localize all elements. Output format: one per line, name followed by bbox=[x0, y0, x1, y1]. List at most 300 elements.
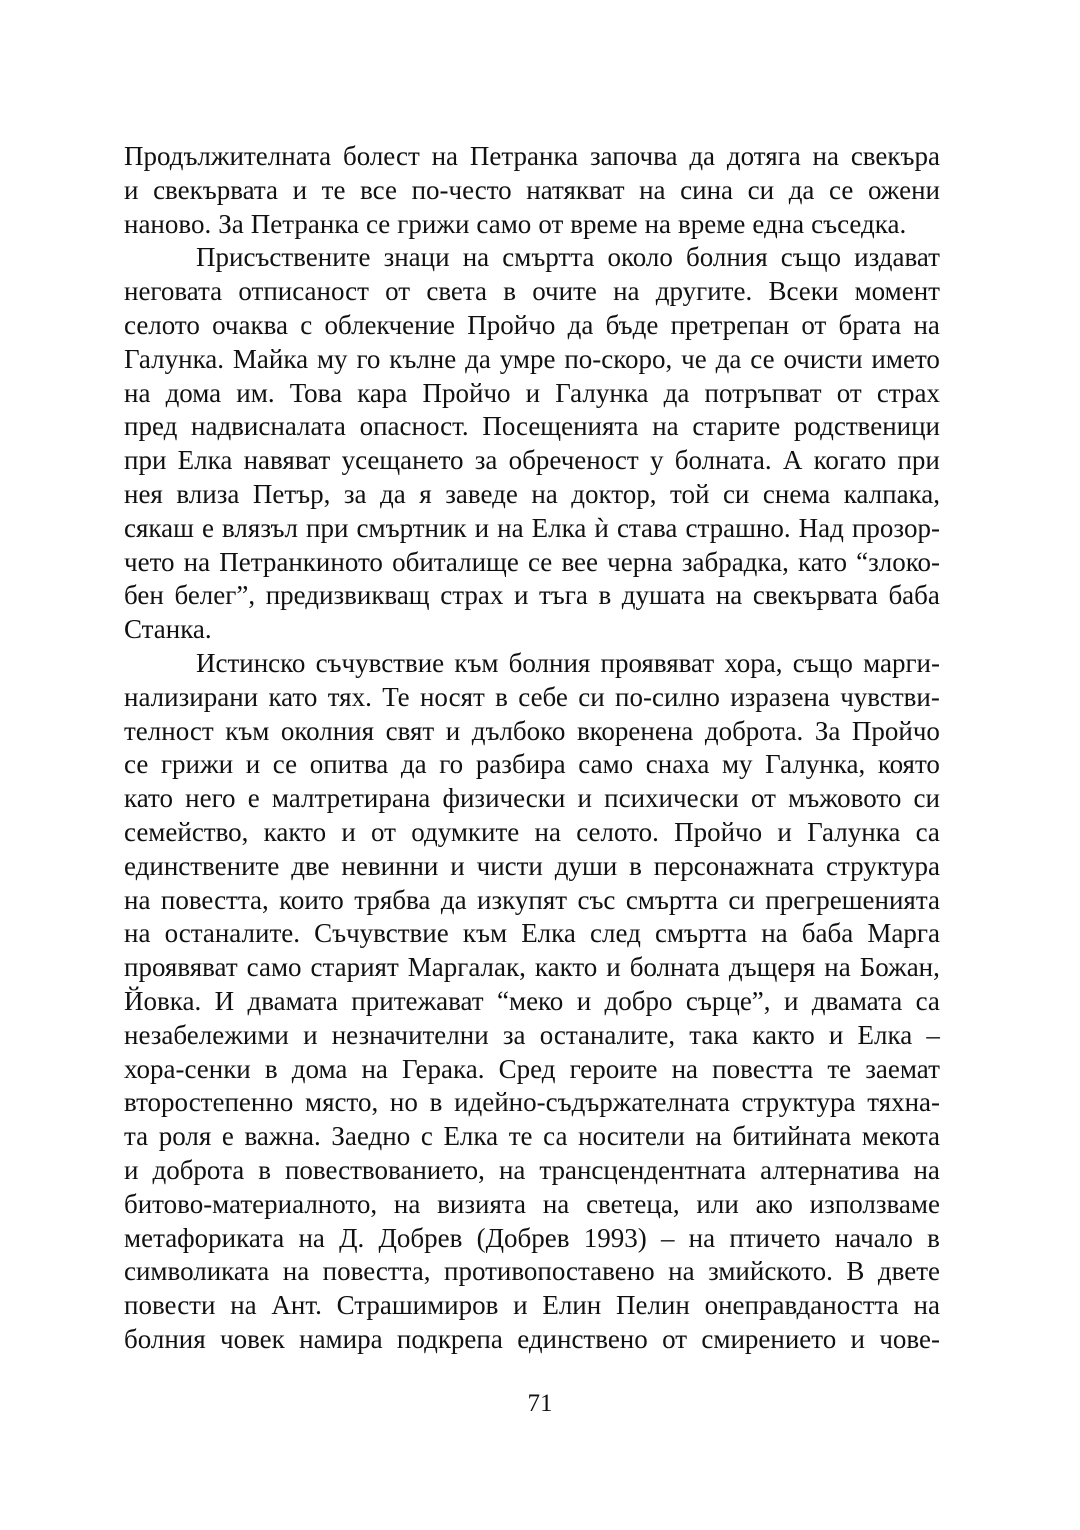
word: битийната bbox=[732, 1121, 852, 1152]
word: заемат bbox=[865, 1053, 940, 1084]
word: ако bbox=[755, 1188, 793, 1219]
word: но bbox=[389, 1087, 418, 1118]
word: и bbox=[606, 952, 621, 983]
word: на bbox=[431, 141, 459, 171]
word: двамата bbox=[247, 985, 338, 1016]
text-line bbox=[124, 377, 940, 411]
word: Те bbox=[382, 681, 410, 712]
text-line bbox=[124, 343, 940, 377]
word: дълбоко bbox=[471, 715, 566, 746]
word: на bbox=[124, 918, 151, 949]
word: претрепан bbox=[670, 309, 790, 340]
word: Пройчо bbox=[851, 715, 940, 746]
word: болния bbox=[124, 1323, 206, 1354]
word: на bbox=[298, 1222, 325, 1253]
word: та bbox=[124, 1121, 149, 1152]
word: става bbox=[616, 512, 678, 543]
word: незначителни bbox=[331, 1019, 489, 1050]
word: към bbox=[454, 647, 499, 678]
word: умре bbox=[499, 343, 556, 374]
word: време bbox=[678, 208, 746, 239]
word: изразена bbox=[730, 681, 830, 712]
word: свят bbox=[385, 715, 435, 746]
word: си bbox=[913, 783, 940, 814]
word: по-често bbox=[411, 174, 512, 205]
word: съчувствие bbox=[315, 647, 445, 678]
word: кара bbox=[357, 377, 408, 408]
word: и bbox=[525, 377, 541, 408]
word: змийското. bbox=[708, 1256, 833, 1287]
word: от bbox=[751, 783, 776, 814]
word: – bbox=[926, 1019, 940, 1050]
word: свекървата bbox=[153, 174, 278, 205]
word: Пройчо bbox=[422, 377, 511, 408]
word: му bbox=[316, 343, 348, 374]
word: така bbox=[689, 1019, 739, 1050]
word: все bbox=[360, 174, 397, 205]
text-line bbox=[124, 613, 940, 647]
word: Пройчо bbox=[674, 816, 763, 847]
word: само bbox=[578, 749, 634, 780]
word: персонажната bbox=[653, 850, 815, 881]
word: и bbox=[445, 715, 461, 746]
word: също bbox=[780, 242, 842, 273]
word: визията bbox=[437, 1188, 527, 1219]
word: И bbox=[214, 985, 235, 1016]
word: нея bbox=[124, 478, 163, 509]
text-line bbox=[124, 1188, 940, 1222]
text-line bbox=[124, 1289, 940, 1323]
text-line bbox=[124, 241, 940, 275]
word: трансцендентната bbox=[539, 1154, 747, 1185]
text-line bbox=[124, 715, 940, 749]
word: и bbox=[783, 985, 799, 1016]
word: на bbox=[282, 1256, 310, 1287]
word: го bbox=[356, 343, 381, 374]
word: Маргалак, bbox=[407, 952, 526, 983]
word: на bbox=[230, 1290, 257, 1321]
word: Галунка bbox=[555, 377, 649, 408]
word: от bbox=[538, 208, 564, 239]
word: отписаност bbox=[238, 276, 369, 307]
word: чето bbox=[124, 546, 175, 577]
word: на bbox=[824, 952, 851, 983]
text-line bbox=[124, 1053, 940, 1087]
word: Петранка bbox=[469, 141, 579, 171]
word: като bbox=[124, 783, 173, 814]
word: смъртник bbox=[356, 512, 467, 543]
page-number: 71 bbox=[527, 1390, 553, 1417]
word: в bbox=[495, 681, 508, 712]
word: човек bbox=[220, 1323, 285, 1354]
word: противопоставено bbox=[444, 1256, 655, 1287]
word: идейно-съдържателната bbox=[454, 1087, 730, 1118]
word: вкоренена bbox=[576, 715, 694, 746]
word: да bbox=[715, 343, 742, 374]
word: потръпват bbox=[704, 377, 822, 408]
word: в bbox=[258, 1154, 271, 1185]
text-line bbox=[124, 917, 940, 951]
text-line bbox=[124, 579, 940, 613]
word: За bbox=[218, 208, 244, 239]
word: на bbox=[668, 1256, 695, 1287]
text-line bbox=[124, 275, 940, 309]
word: прозор- bbox=[851, 512, 940, 543]
word: че bbox=[681, 343, 707, 374]
word: болест bbox=[342, 141, 420, 171]
word: намира bbox=[299, 1323, 383, 1354]
word: невинни bbox=[341, 850, 439, 881]
word: старите bbox=[692, 411, 781, 442]
word: на bbox=[913, 309, 940, 340]
word: и bbox=[245, 749, 261, 780]
word: очаква bbox=[212, 309, 288, 340]
word: при bbox=[897, 445, 940, 476]
word: разбира bbox=[475, 749, 566, 780]
word: те bbox=[321, 174, 346, 205]
word: момент bbox=[854, 276, 940, 307]
word: алтернатива bbox=[760, 1154, 900, 1185]
word: доброта bbox=[152, 1154, 245, 1185]
word: от bbox=[801, 309, 827, 340]
word: ѝ bbox=[594, 512, 609, 543]
word: Станка. bbox=[124, 614, 212, 645]
word: него bbox=[185, 783, 236, 814]
word: със bbox=[577, 884, 616, 915]
word: или bbox=[696, 1188, 739, 1219]
text-line bbox=[124, 174, 940, 208]
text-line bbox=[124, 681, 940, 715]
word: нализирани bbox=[124, 681, 259, 712]
word: пред bbox=[124, 411, 178, 442]
word: роля bbox=[158, 1121, 212, 1152]
word: една bbox=[752, 208, 805, 239]
word: от bbox=[371, 816, 396, 847]
word: Майка bbox=[232, 343, 309, 374]
text-line bbox=[124, 208, 940, 242]
word: от bbox=[385, 276, 411, 307]
word: мъжовото bbox=[788, 783, 902, 814]
word: повестта bbox=[712, 1053, 814, 1084]
word: са bbox=[915, 816, 940, 847]
word: по-скоро, bbox=[564, 343, 673, 374]
word: – bbox=[660, 1222, 675, 1253]
word: вее bbox=[561, 546, 598, 577]
word: след bbox=[590, 918, 641, 949]
word: чове- bbox=[879, 1323, 940, 1354]
word: се bbox=[750, 343, 775, 374]
word: Ант. bbox=[271, 1290, 322, 1321]
word: облекчение bbox=[324, 309, 456, 340]
word: влиза bbox=[176, 478, 240, 509]
word: тях. bbox=[327, 681, 372, 712]
word: да bbox=[788, 174, 815, 205]
word: само bbox=[476, 208, 532, 239]
word: грижи bbox=[160, 749, 234, 780]
word: му bbox=[721, 749, 753, 780]
word: наново. bbox=[124, 208, 212, 239]
word: околния bbox=[280, 715, 375, 746]
word: останалите, bbox=[539, 1019, 676, 1050]
word: проявяват bbox=[124, 952, 238, 983]
word: малтретирана bbox=[271, 783, 431, 814]
word: душата bbox=[621, 580, 706, 611]
word: чувстви- bbox=[840, 681, 940, 712]
text-line bbox=[124, 1120, 940, 1154]
word: Петранкиното bbox=[219, 546, 383, 577]
word: я bbox=[419, 478, 432, 509]
word: 1993) bbox=[583, 1222, 647, 1253]
word: доктор, bbox=[571, 478, 657, 509]
word: Йовка. bbox=[124, 985, 202, 1016]
word: за bbox=[474, 445, 498, 476]
word: “злоко- bbox=[856, 546, 940, 577]
word: свекъра bbox=[850, 141, 940, 171]
word: онеправдаността bbox=[704, 1290, 899, 1321]
word: светеца, bbox=[586, 1188, 680, 1219]
word: около bbox=[607, 242, 673, 273]
word: двамата bbox=[811, 985, 903, 1016]
word: да bbox=[440, 884, 467, 915]
word: и bbox=[576, 985, 592, 1016]
word: у bbox=[649, 445, 664, 476]
word: смъртта bbox=[502, 242, 595, 273]
word: брата bbox=[838, 309, 902, 340]
word: баба bbox=[888, 580, 940, 611]
word: се bbox=[829, 174, 854, 205]
word: доброта. bbox=[704, 715, 804, 746]
word: в bbox=[598, 580, 612, 611]
word: се bbox=[365, 208, 391, 239]
word: неговата bbox=[124, 276, 223, 307]
word: битово-материалното, bbox=[124, 1188, 378, 1219]
word: себе bbox=[518, 681, 568, 712]
word: с bbox=[300, 309, 313, 340]
word: единствено bbox=[517, 1323, 648, 1354]
word: обиталище bbox=[392, 546, 519, 577]
word: Божан, bbox=[859, 952, 940, 983]
word: незабележими bbox=[124, 1019, 289, 1050]
word: обреченост bbox=[508, 445, 639, 476]
word: предизвикващ bbox=[265, 580, 430, 611]
text-line bbox=[124, 140, 940, 174]
word: Герака. bbox=[402, 1053, 485, 1084]
word: психически bbox=[604, 783, 739, 814]
word: и bbox=[513, 580, 529, 611]
word: е bbox=[221, 1121, 234, 1152]
word: надвисналата bbox=[191, 411, 346, 442]
word: на bbox=[124, 884, 151, 915]
word: на bbox=[361, 1053, 388, 1084]
word: Петър, bbox=[252, 478, 331, 509]
word: да bbox=[663, 377, 690, 408]
word: подкрепа bbox=[396, 1323, 503, 1354]
word: за bbox=[343, 478, 367, 509]
body-text bbox=[124, 140, 940, 1357]
word: Заедно bbox=[331, 1121, 411, 1152]
word: Елка bbox=[443, 1121, 499, 1152]
word: единствените bbox=[124, 850, 280, 881]
word: очисти bbox=[783, 343, 863, 374]
word: като bbox=[798, 546, 847, 577]
word: се bbox=[272, 749, 298, 780]
word: да bbox=[400, 749, 427, 780]
word: калпака, bbox=[843, 478, 940, 509]
word: както bbox=[534, 952, 598, 983]
word: телност bbox=[124, 715, 214, 746]
word: дома bbox=[291, 1053, 348, 1084]
word: Пелин bbox=[615, 1290, 690, 1321]
word: започва bbox=[589, 141, 678, 171]
word: Д. bbox=[339, 1222, 365, 1253]
word: сякаш bbox=[124, 512, 194, 543]
word: с bbox=[420, 1121, 433, 1152]
word: повестта, bbox=[160, 884, 269, 915]
text-line bbox=[124, 850, 940, 884]
word: влязъл bbox=[222, 512, 298, 543]
word: повести bbox=[124, 1290, 216, 1321]
word: ожени bbox=[867, 174, 940, 205]
word: на bbox=[812, 141, 839, 171]
word: също bbox=[792, 647, 853, 678]
word: в bbox=[264, 1053, 278, 1084]
word: в bbox=[927, 1222, 940, 1253]
text-line bbox=[124, 309, 940, 343]
word: повествованието, bbox=[284, 1154, 485, 1185]
word: снаха bbox=[645, 749, 710, 780]
word: от bbox=[662, 1323, 688, 1354]
word: издават bbox=[854, 242, 940, 273]
word: бъде bbox=[605, 309, 659, 340]
word: дотяга bbox=[726, 141, 801, 171]
word: към bbox=[462, 918, 508, 949]
word: сърце”, bbox=[685, 985, 771, 1016]
word: Добрев bbox=[378, 1222, 463, 1253]
word: В bbox=[846, 1256, 865, 1287]
word: Сред bbox=[498, 1053, 556, 1084]
word: само bbox=[246, 952, 302, 983]
word: които bbox=[279, 884, 344, 915]
word: той bbox=[670, 478, 710, 509]
word: тяхна- bbox=[867, 1087, 940, 1118]
word: им. bbox=[236, 377, 275, 408]
word: носят bbox=[419, 681, 485, 712]
word: мекота bbox=[861, 1121, 940, 1152]
word: две bbox=[291, 850, 330, 881]
word: Галунка, bbox=[765, 749, 866, 780]
word: страх bbox=[876, 377, 940, 408]
word: на bbox=[652, 411, 679, 442]
word: сина bbox=[680, 174, 734, 205]
word: да bbox=[465, 343, 491, 374]
word: и bbox=[577, 783, 592, 814]
text-line bbox=[124, 647, 940, 681]
word: одумките bbox=[411, 816, 520, 847]
word: на bbox=[542, 1188, 570, 1219]
word: Петранка bbox=[250, 208, 359, 239]
word: важна. bbox=[244, 1121, 321, 1152]
word: и bbox=[124, 174, 139, 205]
word: селото. bbox=[576, 816, 659, 847]
word: забрадка, bbox=[681, 546, 789, 577]
word: птичето bbox=[729, 1222, 821, 1253]
text-line bbox=[124, 512, 940, 546]
word: на bbox=[761, 918, 788, 949]
word: Галунка. bbox=[124, 343, 225, 374]
word: марги- bbox=[863, 647, 940, 678]
word: когато bbox=[813, 445, 887, 476]
word: кълне bbox=[389, 343, 457, 374]
word: опасност. bbox=[359, 411, 469, 442]
word: време bbox=[570, 208, 638, 239]
word: носители bbox=[578, 1121, 685, 1152]
word: в bbox=[629, 850, 642, 881]
word: е bbox=[247, 783, 260, 814]
word: съседка. bbox=[811, 208, 907, 239]
word: на bbox=[531, 478, 558, 509]
word: на bbox=[183, 546, 211, 577]
word: повестта, bbox=[322, 1256, 431, 1287]
word: прегрешенията bbox=[765, 884, 940, 915]
word: се bbox=[527, 546, 553, 577]
word: опитва bbox=[309, 749, 389, 780]
text-line bbox=[124, 816, 940, 850]
word: (Добрев bbox=[476, 1222, 570, 1253]
text-line bbox=[124, 546, 940, 580]
word: хора-сенки bbox=[124, 1053, 251, 1084]
word: при bbox=[306, 512, 349, 543]
word: Присъствените bbox=[196, 242, 371, 273]
word: Посещенията bbox=[482, 411, 639, 442]
word: добро bbox=[604, 985, 673, 1016]
word: си bbox=[578, 681, 605, 712]
word: на bbox=[497, 512, 524, 543]
word: на bbox=[639, 174, 666, 205]
text-line bbox=[124, 951, 940, 985]
word: двете bbox=[877, 1256, 940, 1287]
word: дома bbox=[165, 377, 222, 408]
word: го bbox=[439, 749, 464, 780]
word: те bbox=[827, 1053, 852, 1084]
word: болния bbox=[508, 647, 591, 678]
word: си bbox=[722, 478, 750, 509]
text-line bbox=[124, 782, 940, 816]
word: Над bbox=[798, 512, 844, 543]
word: смирението bbox=[701, 1323, 837, 1354]
word: страх bbox=[440, 580, 504, 611]
word: черна bbox=[607, 546, 673, 577]
word: и bbox=[850, 1323, 865, 1354]
word: свекървата bbox=[752, 580, 878, 611]
text-line bbox=[124, 1086, 940, 1120]
word: “меко bbox=[497, 985, 564, 1016]
word: да bbox=[380, 478, 406, 509]
word: както bbox=[263, 816, 327, 847]
word: и bbox=[450, 850, 465, 881]
word: семейство, bbox=[124, 816, 249, 847]
word: Това bbox=[289, 377, 343, 408]
word: на bbox=[124, 377, 151, 408]
word: физически bbox=[442, 783, 566, 814]
word: смъртта bbox=[654, 918, 748, 949]
word: на bbox=[534, 816, 561, 847]
word: по-силно bbox=[615, 681, 720, 712]
word: и bbox=[303, 1019, 318, 1050]
word: и bbox=[474, 512, 490, 543]
word: страшно. bbox=[685, 512, 791, 543]
word: структура bbox=[826, 850, 940, 881]
word: Марга bbox=[867, 918, 940, 949]
